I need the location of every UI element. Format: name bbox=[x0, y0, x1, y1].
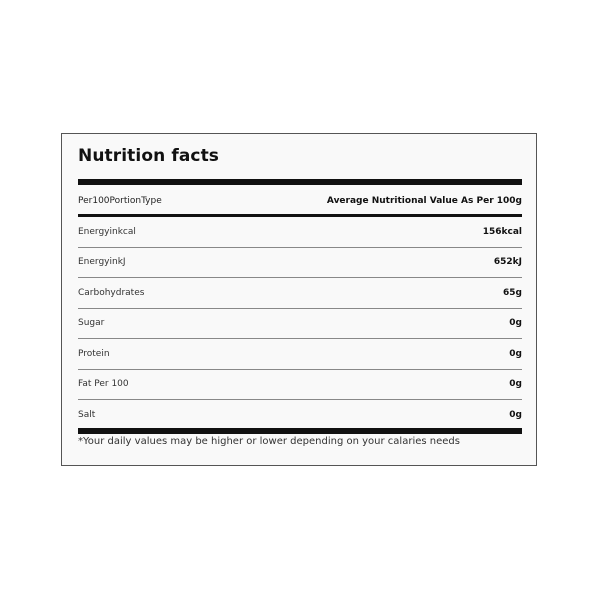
bottom-divider bbox=[78, 428, 522, 434]
row-value: 0g bbox=[509, 348, 522, 359]
table-row-protein bbox=[78, 339, 522, 370]
daily-values-footnote: *Your daily values may be higher or lower depending on your calaries needs bbox=[78, 436, 460, 447]
table-row-energy-kj bbox=[78, 248, 522, 279]
row-label: Protein bbox=[78, 348, 110, 359]
header-right-label: Average Nutritional Value As Per 100g bbox=[326, 196, 522, 206]
table-row-fat bbox=[78, 370, 522, 401]
row-value: 0g bbox=[509, 409, 522, 420]
row-value: 652kJ bbox=[493, 257, 522, 268]
nutrition-title: Nutrition facts bbox=[78, 146, 220, 166]
table-row-salt bbox=[78, 400, 522, 430]
row-value: 0g bbox=[509, 318, 522, 329]
table-row-sugar bbox=[78, 309, 522, 340]
table-header bbox=[78, 190, 522, 212]
row-label: EnergyinkJ bbox=[78, 257, 126, 268]
row-label: Energyinkcal bbox=[78, 226, 136, 237]
row-label: Carbohydrates bbox=[78, 287, 145, 298]
row-label: Sugar bbox=[78, 318, 105, 329]
table-row-energy-kcal bbox=[78, 217, 522, 248]
nutrition-rows bbox=[78, 217, 522, 430]
row-value: 156kcal bbox=[482, 226, 522, 237]
row-value: 65g bbox=[503, 287, 522, 298]
header-left-label: Per100PortionType bbox=[78, 196, 162, 206]
table-row-carbohydrates bbox=[78, 278, 522, 309]
row-value: 0g bbox=[509, 379, 522, 390]
nutrition-facts-panel bbox=[61, 133, 537, 466]
row-label: Fat Per 100 bbox=[78, 379, 129, 390]
row-label: Salt bbox=[78, 409, 96, 420]
top-divider bbox=[78, 179, 522, 185]
